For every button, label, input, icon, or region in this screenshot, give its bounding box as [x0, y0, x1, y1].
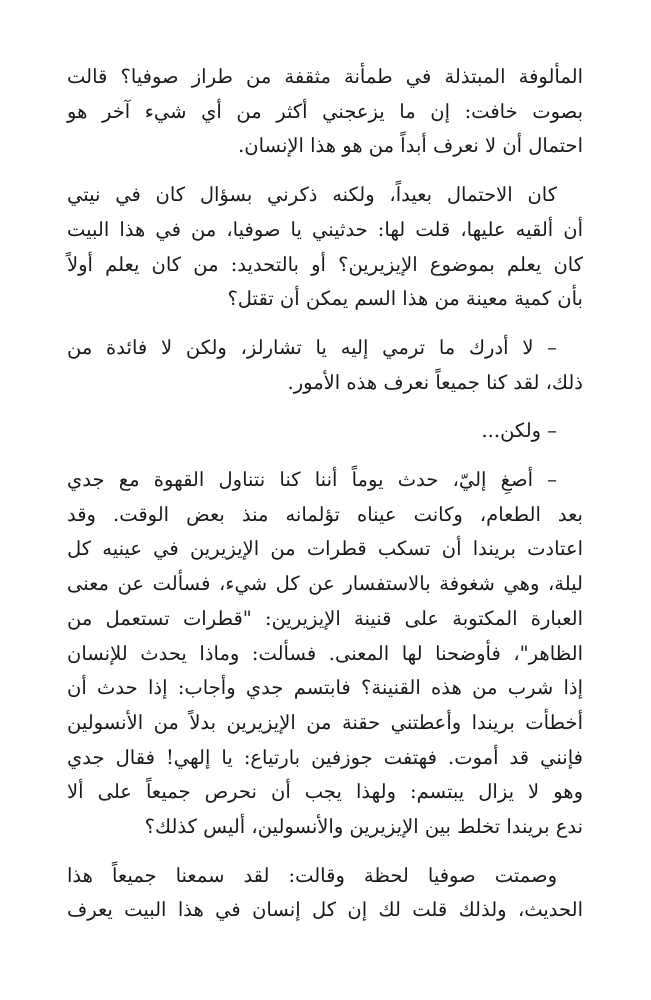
- text-line: بأن كمية معينة من هذا السم يمكن أن تقتل؟: [227, 287, 583, 311]
- text-line: كان الاحتمال بعيداً، ولكنه ذكرني بسؤال كان في نيتي: [67, 183, 557, 207]
- text-line: أن ألقيه عليها، قلت لها: حدثيني يا صوفيا، من في هذا البيت: [67, 217, 583, 241]
- text-line: احتمال أن لا نعرف أبداً من هو هذا الإنسان.: [238, 134, 583, 158]
- text-line: ليلة، وهي شغوفة بالاستفسار عن كل شيء، فسألت عن معنى: [67, 572, 583, 596]
- text-line: العبارة المكتوبة على قنينة الإيزيرين: "قطرات تستعمل من: [67, 606, 583, 630]
- text-line: – ولكن...: [481, 419, 557, 443]
- paragraph: [67, 60, 583, 164]
- text-line: – لا أدرك ما ترمي إليه يا تشارلز، ولكن لا فائدة من: [67, 335, 557, 359]
- text-line: ذلك، لقد كنا جميعاً نعرف هذه الأمور.: [287, 370, 583, 394]
- text-line: أخطأت بريندا وأعطتني حقنة من الإيزيرين بدلاً من الأنسولين: [67, 710, 583, 734]
- paragraph: [67, 859, 583, 928]
- text-line: الحديث، ولذلك قلت لك إن كل إنسان في هذا البيت يعرف: [67, 898, 583, 922]
- paragraph: [67, 414, 583, 449]
- text-line: إذا شرب من هذه القنينة؟ فابتسم جدي وأجاب: إذا حدث أن: [67, 676, 583, 700]
- book-page-body: [67, 60, 583, 942]
- text-line: اعتادت بريندا أن تسكب قطرات من الإيزيرين في عينيه كل: [67, 537, 583, 561]
- text-line: الظاهر"، فأوضحنا لها المعنى. فسألت: وماذا يحدث للإنسان: [67, 641, 583, 665]
- text-line: بعد الطعام، وكانت عيناه تؤلمانه منذ بعض الوقت. وقد: [67, 502, 583, 526]
- text-line: كان يعلم بموضوع الإيزيرين؟ أو بالتحديد: من كان يعلم أولاً: [67, 252, 583, 276]
- text-line: – أصغِ إليّ، حدث يوماً أننا كنا نتناول القهوة مع جدي: [67, 468, 557, 492]
- text-line: ندع بريندا تخلط بين الإيزيرين والأنسولين، أليس كذلك؟: [144, 815, 583, 839]
- text-line: المألوفة المبتذلة في طمأنة مثقفة من طراز صوفيا؟ قالت: [67, 65, 583, 88]
- paragraph: [67, 178, 583, 317]
- text-line: وهو لا يزال يبتسم: ولهذا يجب أن نحرص جميعاً على ألا: [67, 780, 583, 804]
- paragraph: [67, 331, 583, 400]
- text-line: بصوت خافت: إن ما يزعجني أكثر من أي شيء آخر هو: [67, 99, 583, 123]
- text-line: فإنني قد أموت. فهتفت جوزفين بارتياع: يا إلهي! فقال جدي: [67, 745, 583, 769]
- text-line: وصمتت صوفيا لحظة وقالت: لقد سمعنا جميعاً هذا: [67, 863, 557, 887]
- paragraph: [67, 463, 583, 845]
